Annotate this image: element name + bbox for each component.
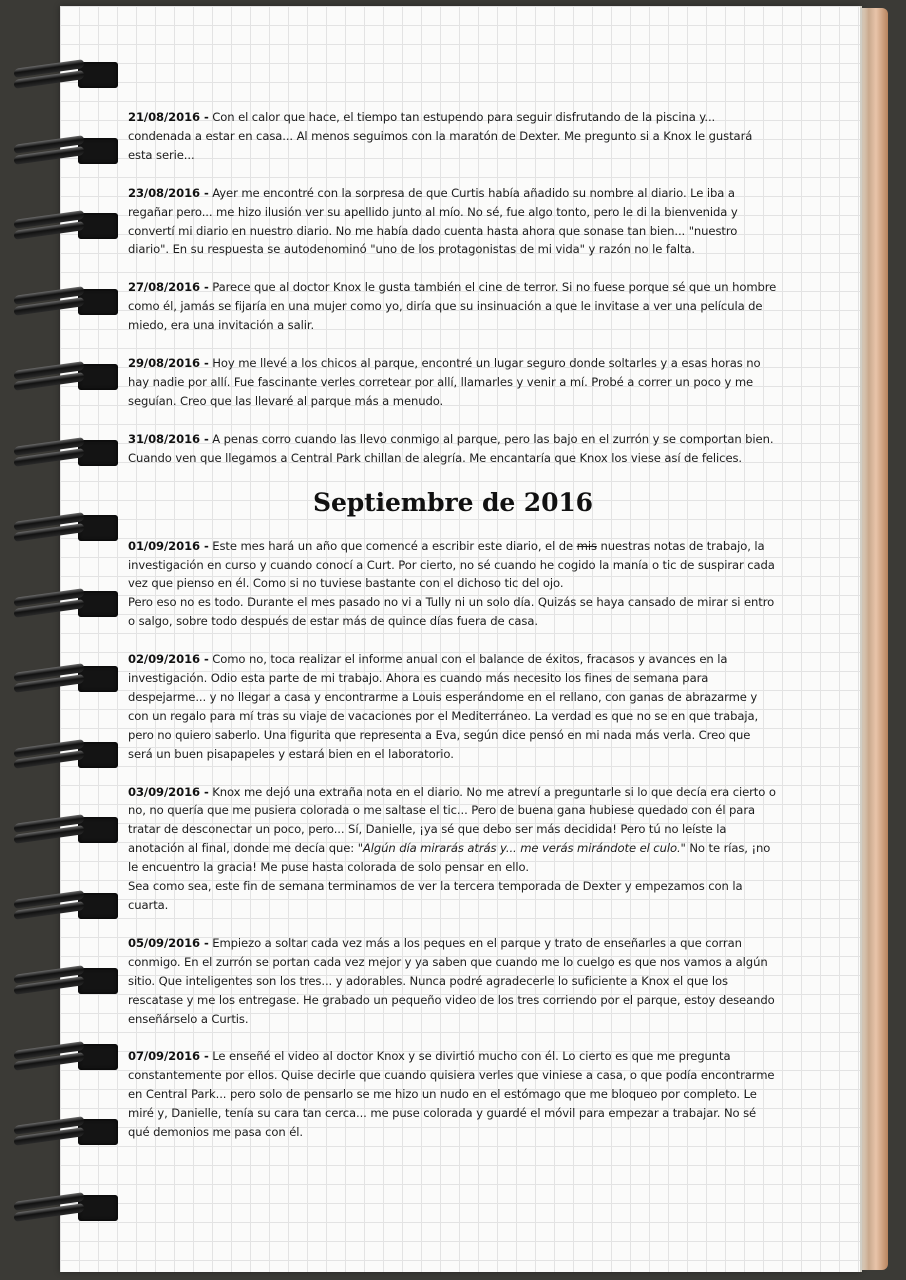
entry-date: 05/09/2016 -: [128, 935, 209, 950]
entry-text: A penas corro cuando las llevo conmigo al parque, pero las bajo en el zurrón y se comportan bien. Cuando ven que llegamos a Central Park chillan de alegría. Me encantaría que Knox los viese así de felices.: [128, 431, 774, 465]
entry-text: Con el calor que hace, el tiempo tan estupendo para seguir disfrutando de la piscina y... condenada a estar en casa... Al menos seguimos con la maratón de Dexter. Me pregunto si a Knox le gustará esta serie...: [128, 110, 753, 162]
diary-entry: [128, 1047, 778, 1142]
spiral-ring: [14, 966, 106, 996]
diary-entry: [128, 537, 778, 632]
spiral-binding: [0, 0, 110, 1280]
spiral-ring: [14, 136, 106, 166]
entry-paragraph: Pero eso no es todo. Durante el mes pasado no vi a Tully ni un solo día. Quizás se haya cansado de mirar si entro o salgo, sobre todo después de estar más de quince días fuera de casa.: [128, 595, 775, 629]
struck-word: mis: [576, 538, 597, 553]
entry-text: Knox me dejó una extraña nota en el diario. No me atreví a preguntarle si lo que decía era cierto o no, no quería que me pusiera colorada o me saltase el tic... Pero de buena gana hubiese quedado con él para tratar de desconectar un poco, pero... Sí, Danielle, ¡ya sé que debo ser más decidida! Pero tú no leíste la anotación al final, donde me decía que:: [128, 784, 776, 856]
entry-text: Este mes hará un año que comencé a escribir este diario, el de: [212, 538, 574, 553]
entries-september: [128, 934, 778, 1142]
diary-entry: [128, 354, 778, 411]
spiral-ring: [14, 664, 106, 694]
spiral-ring: [14, 1117, 106, 1147]
entry-paragraph: Sea como sea, este fin de semana terminamos de ver la tercera temporada de Dexter y empezamos con la cuarta.: [128, 879, 743, 912]
entry-text: Como no, toca realizar el informe anual con el balance de éxitos, fracasos y avances en la investigación. Odio esta parte de mi trabajo. Ahora es cuando más necesito los fines de semana para despejarme... y no llegar a casa y encontrarme a Louis esperándome en el rellano, con ganas de abrazarme y con un regalo para mí tras su viaje de vacaciones por el Mediterráneo. La verdad es que no se en que trabaja, pero no quiero saberlo. Una figurita que representa a Eva, según dice pensó en mi nada más verla. Creo que será un buen pisapapeles y estará bien en el laboratorio.: [128, 652, 759, 761]
entry-paragraph: [128, 537, 778, 594]
month-heading: Septiembre de 2016: [313, 487, 593, 517]
entry-paragraph: [128, 278, 778, 335]
diary-entry: [128, 108, 778, 165]
entry-paragraph: [128, 184, 778, 260]
spiral-ring: [14, 891, 106, 921]
spiral-ring: [14, 1042, 106, 1072]
diary-entry: [128, 783, 778, 915]
entry-text: nuestras notas de trabajo, la investigación en curso y cuando conocí a Curt. Por cierto, no sé cuando he cogido la manía o tic de suspirar cada vez que pienso en él. Como si no tuviese bastante con el dichoso tic del ojo.: [128, 538, 775, 591]
entry-text: Empiezo a soltar cada vez más a los peques en el parque y trato de enseñarles a que corran conmigo. En el zurrón se portan cada vez mejor y ya saben que cuando me lo cuelgo es que nos vamos a algún sitio. Que inteligentes son los tres... y adorables. Nunca podré agradecerle lo suficiente a Knox el que los rescatase y me los entregase. He grabado un pequeño video de los tres corriendo por el parque, estoy deseando enseñárselo a Curtis.: [128, 935, 775, 1026]
spiral-ring: [14, 589, 106, 619]
entry-text: Hoy me llevé a los chicos al parque, encontré un lugar seguro donde soltarles y a esas horas no hay nadie por allí. Fue fascinante verles corretear por allí, llamarles y venir a mí. Probé a correr un poco y me seguían. Creo que las llevaré al parque más a menudo.: [128, 356, 761, 408]
entry-date: 29/08/2016 -: [128, 356, 209, 371]
spiral-ring: [14, 362, 106, 392]
entry-date: 23/08/2016 -: [128, 185, 209, 200]
entry-paragraph: [128, 354, 778, 411]
entry-date: 02/09/2016 -: [128, 652, 209, 667]
spiral-ring: [14, 513, 106, 543]
entry-date: 03/09/2016 -: [128, 784, 209, 799]
entry-text: Ayer me encontré con la sorpresa de que Curtis había añadido su nombre al diario. Le iba a regañar pero... me hizo ilusión ver su apellido junto al mío. No sé, fue algo tonto, pero le di la bienvenida y convertí mi diario en nuestro diario. No me había dado cuenta hasta ahora que sonase tan bien... "nuestro diario". En su respuesta se autodenominó "uno de los protagonistas de mi vida" y razón no le falta.: [128, 185, 738, 257]
entry-text: Le enseñé el video al doctor Knox y se divirtió mucho con él. Lo cierto es que me pregunta constantemente por ellos. Quise decirle que cuando quisiera verles que viniese a casa, o que podía encontrarme en Central Park... pero solo de pensarlo se me hizo un nudo en el estómago que me bloqueo por completo. Le miré y, Danielle, tenía su cara tan cerca... me puse colorada y guardé el móvil para empezar a trabajar. No sé qué demonios me pasa con él.: [128, 1049, 775, 1140]
entry-paragraph: [128, 108, 778, 165]
entry-text: Parece que al doctor Knox le gusta también el cine de terror. Si no fuese porque sé que un hombre como él, jamás se fijaría en una mujer como yo, diría que su insinuación a que le invitase a ver una película de miedo, era una invitación a salir.: [128, 280, 777, 333]
diary-entry: [128, 184, 778, 260]
entry-date: 01/09/2016 -: [128, 538, 209, 553]
entry-paragraph: [128, 783, 778, 878]
entry-date: 31/08/2016 -: [128, 431, 209, 446]
diary-entry: [128, 430, 778, 468]
entry-date: 27/08/2016 -: [128, 280, 209, 295]
spiral-ring: [14, 211, 106, 241]
entry-text: No te rías, ¡no le encuentro la gracia! Me puse hasta colorada de solo pensar en ello.: [128, 841, 771, 875]
spiral-ring: [14, 1193, 106, 1223]
entry-date: 21/08/2016 -: [128, 110, 209, 124]
entry-paragraph: [128, 934, 778, 1029]
entry-paragraph: [128, 650, 778, 763]
entry-paragraph: [128, 1047, 778, 1142]
spiral-ring: [14, 438, 106, 468]
entries-august: [128, 108, 778, 468]
spiral-ring: [14, 815, 106, 845]
spiral-ring: [14, 60, 106, 90]
entry-date: 07/09/2016 -: [128, 1049, 209, 1064]
diary-entry: [128, 278, 778, 335]
diary-entry: [128, 650, 778, 763]
spiral-ring: [14, 740, 106, 770]
spiral-ring: [14, 287, 106, 317]
entry-paragraph: [128, 430, 778, 468]
diary-content: [128, 108, 778, 1161]
entry-quote: "Algún día mirarás atrás y... me verás mirándote el culo.": [357, 841, 686, 856]
diary-entry: [128, 934, 778, 1029]
